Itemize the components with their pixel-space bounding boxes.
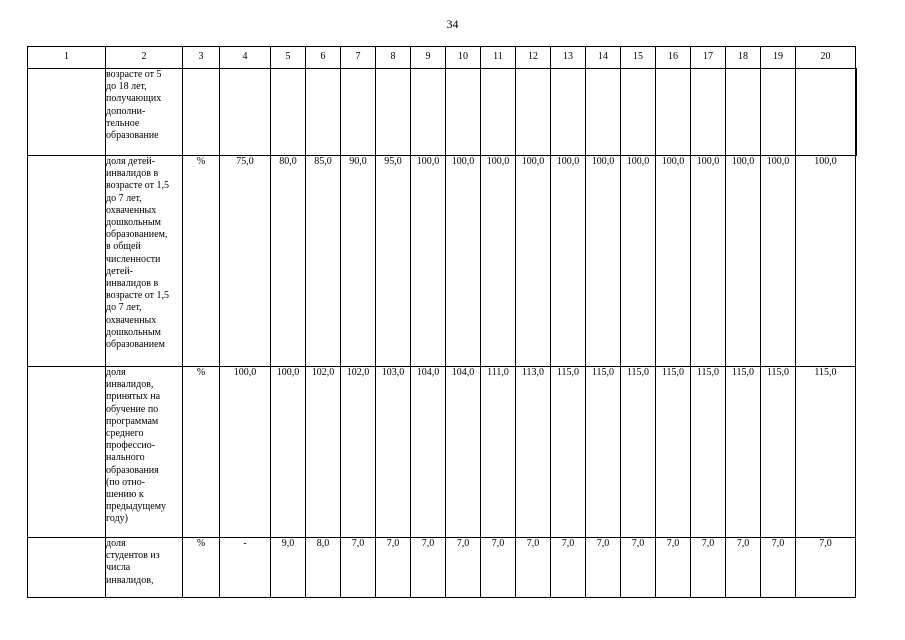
value-cell: 100,0 <box>586 156 621 367</box>
value-cell: 115,0 <box>726 367 761 538</box>
value-cell: 7,0 <box>411 538 446 598</box>
header-cell: 5 <box>271 47 306 69</box>
indicator-cell <box>106 538 183 598</box>
header-cell: 16 <box>656 47 691 69</box>
indicator-description: возрасте от 5 до 18 лет, получающих дополни- тельное образование <box>106 69 162 142</box>
indicator-description: доля инвалидов, принятых на обучение по программам среднего профессио- нального образования (по отно- шению к предыдущему году) <box>106 367 167 525</box>
row-number-cell <box>28 538 106 598</box>
unit-cell: % <box>183 156 220 367</box>
value-cell: 100,0 <box>726 156 761 367</box>
table-row <box>28 156 857 367</box>
value-cell: 100,0 <box>481 156 516 367</box>
header-cell: 9 <box>411 47 446 69</box>
value-cell <box>446 69 481 156</box>
value-cell <box>271 69 306 156</box>
header-cell: 7 <box>341 47 376 69</box>
value-cell: 85,0 <box>306 156 341 367</box>
header-cell: 10 <box>446 47 481 69</box>
value-cell: 7,0 <box>761 538 796 598</box>
value-cell <box>796 69 856 156</box>
value-cell: 7,0 <box>621 538 656 598</box>
value-cell <box>481 69 516 156</box>
value-cell: 7,0 <box>481 538 516 598</box>
header-cell: 14 <box>586 47 621 69</box>
header-row <box>28 47 857 69</box>
value-cell <box>551 69 586 156</box>
value-cell: 7,0 <box>516 538 551 598</box>
row-number-cell <box>28 156 106 367</box>
data-table <box>27 46 857 598</box>
header-cell: 4 <box>220 47 271 69</box>
value-cell <box>306 69 341 156</box>
value-cell: 102,0 <box>306 367 341 538</box>
value-cell: 100,0 <box>621 156 656 367</box>
value-cell: 113,0 <box>516 367 551 538</box>
unit-cell: % <box>183 538 220 598</box>
header-cell: 13 <box>551 47 586 69</box>
value-cell <box>726 69 761 156</box>
table-row <box>28 538 857 598</box>
value-cell <box>516 69 551 156</box>
value-cell: 100,0 <box>516 156 551 367</box>
header-cell: 2 <box>106 47 183 69</box>
value-cell: 115,0 <box>796 367 856 538</box>
value-cell: 100,0 <box>446 156 481 367</box>
value-cell: - <box>220 538 271 598</box>
value-cell: 8,0 <box>306 538 341 598</box>
page-number: 34 <box>446 17 459 31</box>
value-cell: 104,0 <box>446 367 481 538</box>
value-cell: 95,0 <box>376 156 411 367</box>
value-cell: 100,0 <box>656 156 691 367</box>
indicator-cell <box>106 367 183 538</box>
header-cell: 6 <box>306 47 341 69</box>
row-number-cell <box>28 367 106 538</box>
header-cell: 1 <box>28 47 106 69</box>
value-cell <box>621 69 656 156</box>
header-cell: 8 <box>376 47 411 69</box>
value-cell: 7,0 <box>586 538 621 598</box>
value-cell: 7,0 <box>656 538 691 598</box>
value-cell: 9,0 <box>271 538 306 598</box>
value-cell: 115,0 <box>761 367 796 538</box>
value-cell: 104,0 <box>411 367 446 538</box>
value-cell: 100,0 <box>761 156 796 367</box>
value-cell <box>856 69 857 156</box>
value-cell: 90,0 <box>341 156 376 367</box>
value-cell: 111,0 <box>481 367 516 538</box>
header-cell: 18 <box>726 47 761 69</box>
value-cell: 7,0 <box>796 538 856 598</box>
value-cell: 100,0 <box>271 367 306 538</box>
value-cell: 115,0 <box>551 367 586 538</box>
value-cell: 100,0 <box>220 367 271 538</box>
value-cell <box>586 69 621 156</box>
header-cell: 12 <box>516 47 551 69</box>
value-cell: 100,0 <box>691 156 726 367</box>
value-cell: 75,0 <box>220 156 271 367</box>
indicator-description: доля детей- инвалидов в возрасте от 1,5 до 7 лет, охваченных дошкольным образованием, в общей численности детей- инвалидов в возрасте от 1,5 до 7 лет, охваченных дошкольным образованием <box>106 156 170 351</box>
value-cell: 7,0 <box>551 538 586 598</box>
header-cell: 3 <box>183 47 220 69</box>
value-cell <box>691 69 726 156</box>
header-cell: 17 <box>691 47 726 69</box>
value-cell: 7,0 <box>376 538 411 598</box>
value-cell: 7,0 <box>726 538 761 598</box>
value-cell <box>341 69 376 156</box>
indicator-description: доля студентов из числа инвалидов, <box>106 538 160 586</box>
value-cell: 103,0 <box>376 367 411 538</box>
value-cell <box>761 69 796 156</box>
value-cell: 7,0 <box>446 538 481 598</box>
unit-cell: % <box>183 367 220 538</box>
value-cell: 115,0 <box>691 367 726 538</box>
table-row <box>28 367 857 538</box>
value-cell: 7,0 <box>341 538 376 598</box>
value-cell: 102,0 <box>341 367 376 538</box>
indicator-cell <box>106 156 183 367</box>
header-cell: 19 <box>761 47 796 69</box>
value-cell: 80,0 <box>271 156 306 367</box>
header-cell: 15 <box>621 47 656 69</box>
value-cell: 115,0 <box>656 367 691 538</box>
unit-cell <box>183 69 220 156</box>
value-cell: 7,0 <box>691 538 726 598</box>
value-cell: 100,0 <box>411 156 446 367</box>
header-cell: 11 <box>481 47 516 69</box>
value-cell: 100,0 <box>796 156 856 367</box>
value-cell <box>220 69 271 156</box>
indicator-cell <box>106 69 183 156</box>
header-cell: 20 <box>796 47 856 69</box>
value-cell: 100,0 <box>551 156 586 367</box>
value-cell <box>656 69 691 156</box>
value-cell: 115,0 <box>586 367 621 538</box>
value-cell: 115,0 <box>621 367 656 538</box>
value-cell <box>376 69 411 156</box>
table-row <box>28 69 857 156</box>
value-cell <box>411 69 446 156</box>
row-number-cell <box>28 69 106 156</box>
